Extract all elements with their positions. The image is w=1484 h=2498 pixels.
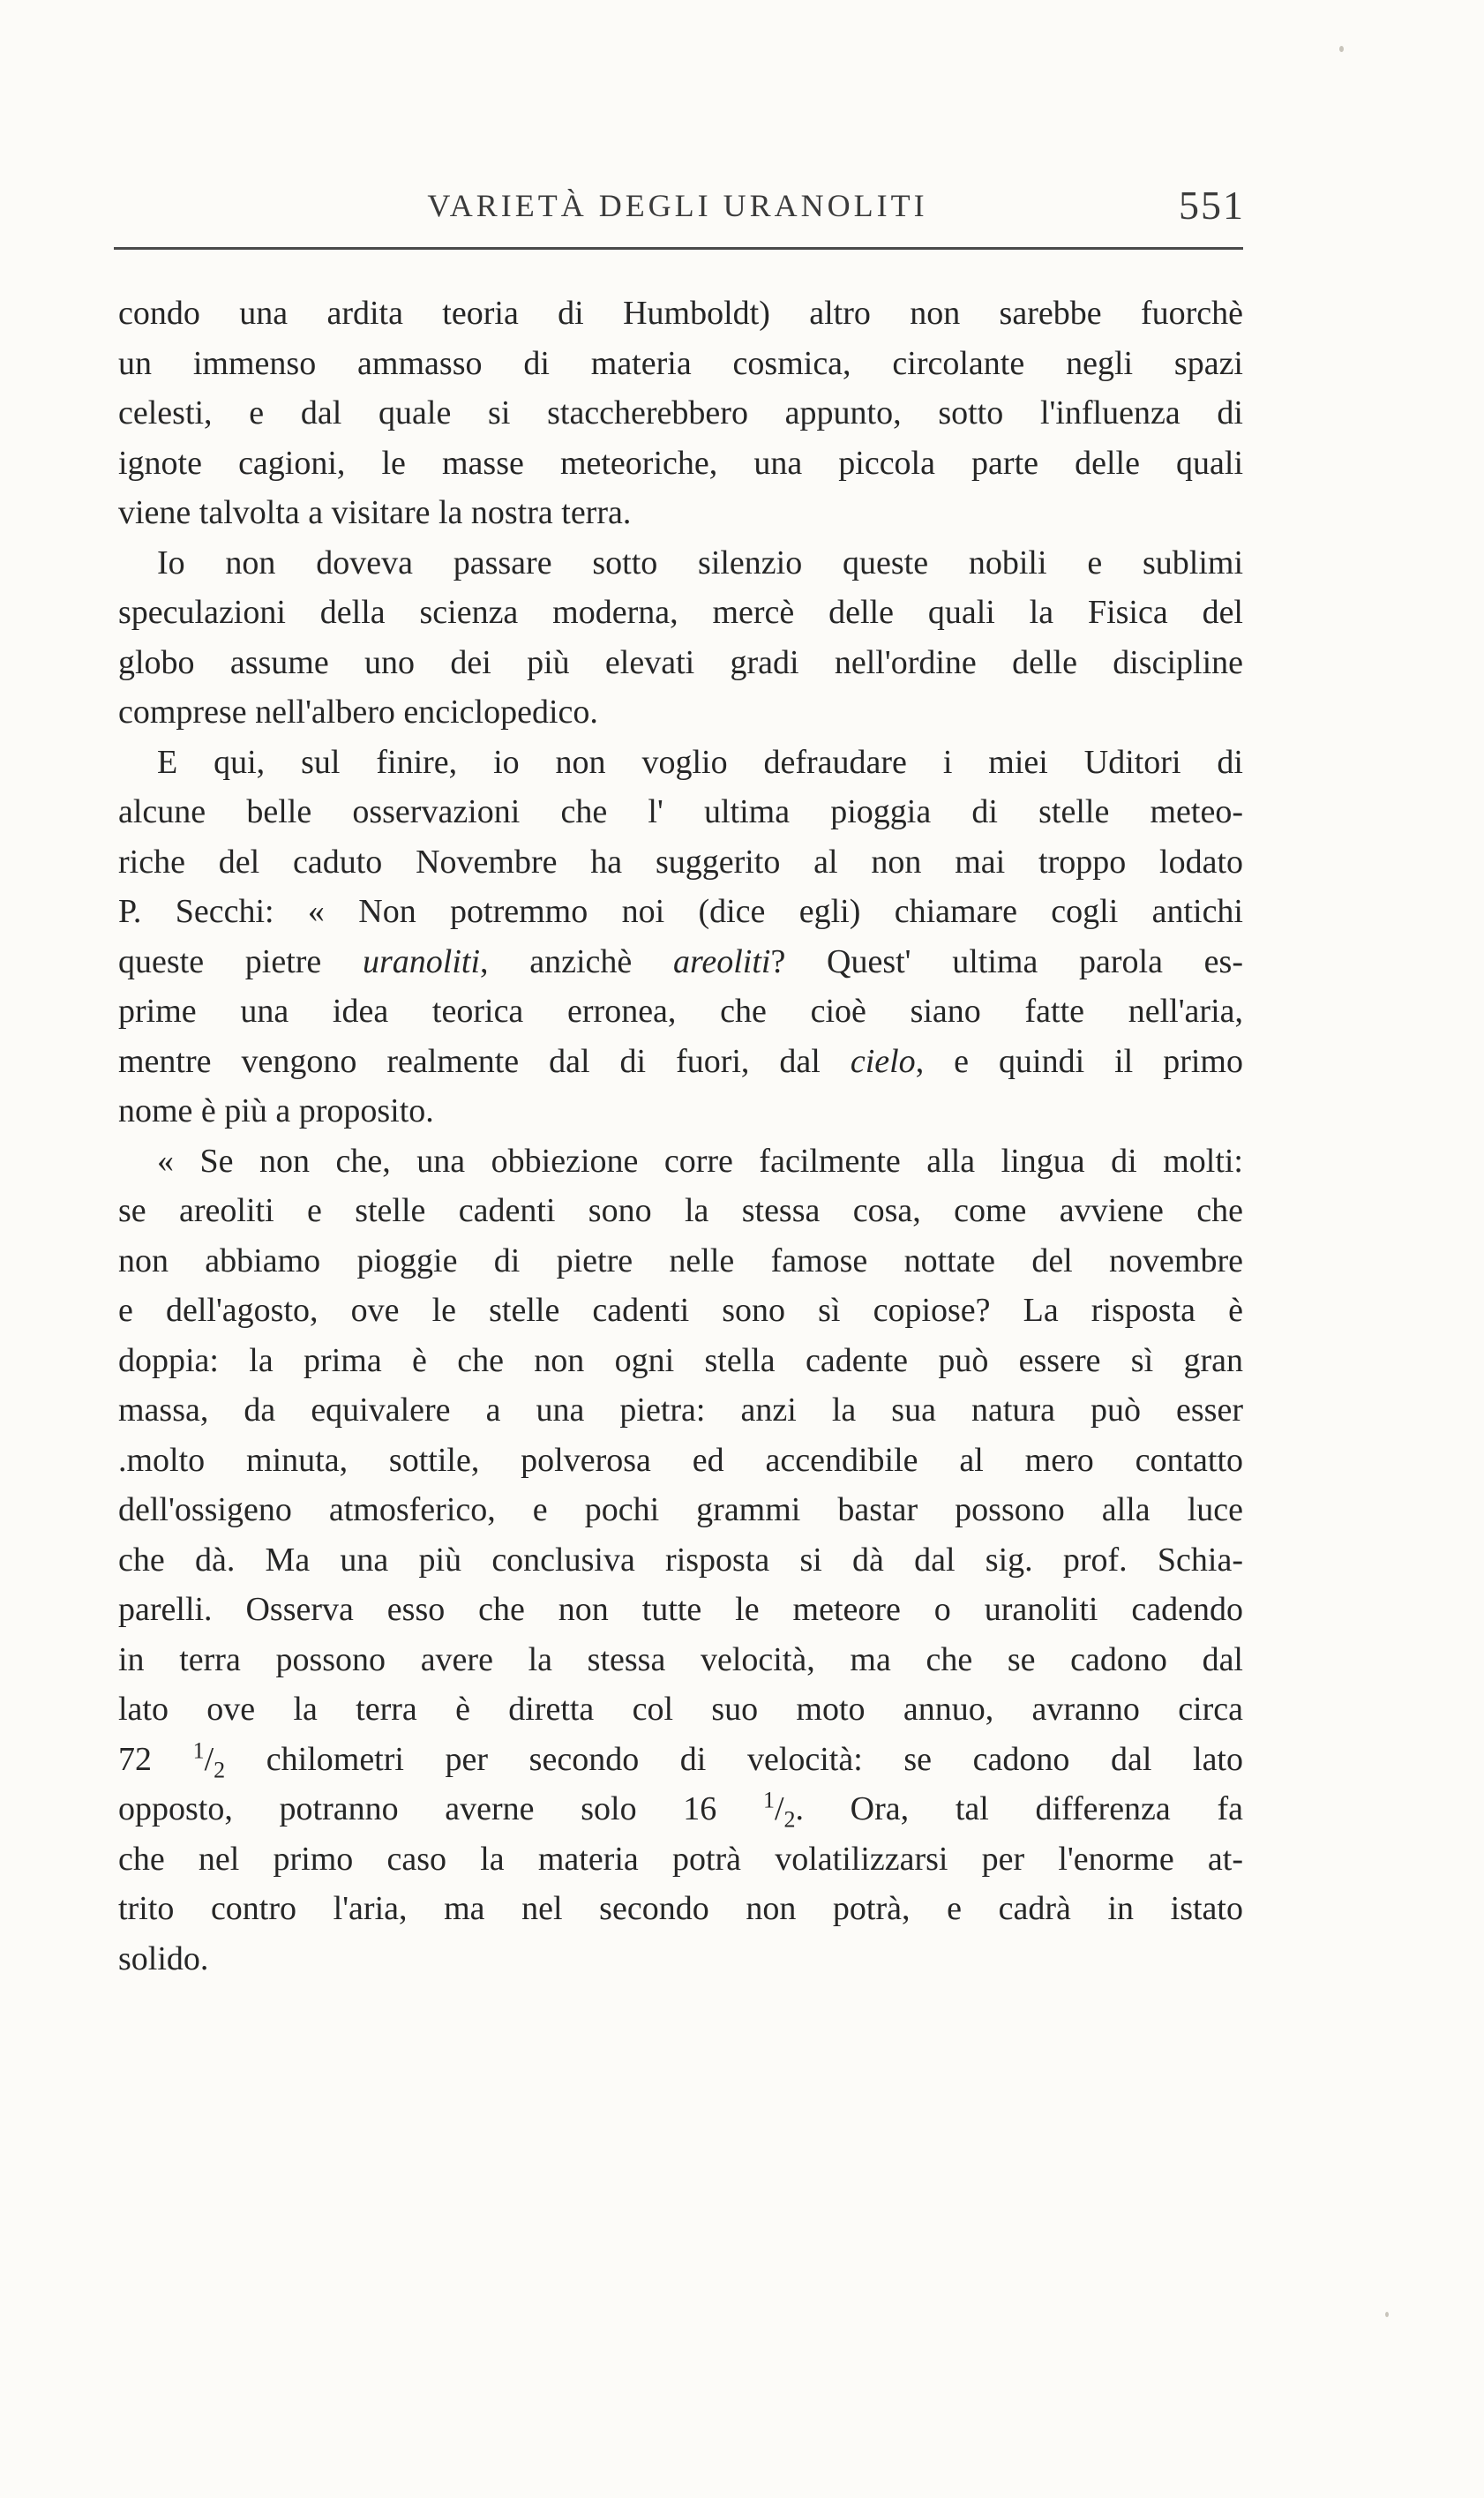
text-line: solido. <box>118 1939 209 1977</box>
text-line: un immenso ammasso di materia cosmica, circolante negli spazi <box>118 344 1243 382</box>
text-line: trito contro l'aria, ma nel secondo non potrà, e cadrà in istato <box>118 1890 1243 1927</box>
paper-speck <box>1339 46 1344 52</box>
text-line-with-fraction: opposto, potranno averne solo 16 $^1/_2$. Ora, tal differenza fa <box>118 1787 1243 1833</box>
text-line: prime una idea teorica erronea, che cioè siano fatte nell'aria, <box>118 993 1243 1030</box>
text-line: massa, da equivalere a una pietra: anzi la sua natura può esser <box>118 1392 1243 1429</box>
line-text: ? Quest' ultima parola es- <box>770 942 1243 980</box>
text-line: speculazioni della scienza moderna, mercè delle quali la Fisica del <box>118 594 1243 631</box>
body-text <box>118 289 1243 1984</box>
text-line: ignote cagioni, le masse meteoriche, una piccola parte delle quali <box>118 444 1243 482</box>
paper-speck <box>1385 2312 1389 2317</box>
text-line: non abbiamo pioggie di pietre nelle famose nottate del novembre <box>118 1241 1243 1279</box>
text-line: nome è più a proposito. <box>118 1092 434 1129</box>
text-line-with-italics <box>118 937 1243 987</box>
text-line: lato ove la terra è diretta col suo moto annuo, avranno circa <box>118 1691 1243 1728</box>
line-text: chilometri per secondo di velocità: se cadono dal lato <box>225 1740 1243 1778</box>
text-line: P. Secchi: « Non potremmo noi (dice egli) chiamare cogli antichi <box>118 893 1243 930</box>
line-text: , anzichè <box>480 942 673 980</box>
paragraph-start-line: « Se non che, una obbiezione corre facilmente alla lingua di molti: <box>157 1142 1243 1180</box>
italic-term: cielo <box>850 1042 916 1080</box>
text-line: doppia: la prima è che non ogni stella cadente può essere sì gran <box>118 1341 1243 1379</box>
text-line-with-fraction: 72 $^1/_2$ chilometri per secondo di velocità: se cadono dal lato <box>118 1737 1243 1783</box>
text-line: che nel primo caso la materia potrà volatilizzarsi per l'enorme at- <box>118 1840 1243 1878</box>
line-text: opposto, potranno averne solo 16 <box>118 1790 763 1827</box>
line-text: mentre vengono realmente dal di fuori, dal <box>118 1042 851 1080</box>
text-line: globo assume uno dei più elevati gradi nell'ordine delle discipline <box>118 643 1243 681</box>
italic-term: uranoliti <box>363 942 481 980</box>
text-line: che dà. Ma una più conclusiva risposta si dà dal sig. prof. Schia- <box>118 1541 1243 1579</box>
text-line: parelli. Osserva esso che non tutte le meteore o uranoliti cadendo <box>118 1591 1243 1628</box>
text-line-with-italics <box>118 1037 1243 1087</box>
line-text: . Ora, tal differenza fa <box>795 1790 1243 1827</box>
text-line: alcune belle osservazioni che l' ultima pioggia di stelle meteo- <box>118 793 1243 830</box>
paragraph-start-line: E qui, sul finire, io non voglio defraudare i miei Uditori di <box>157 743 1243 781</box>
fraction-denominator: 2 <box>214 1757 226 1783</box>
paragraph-start-line: Io non doveva passare sotto silenzio queste nobili e sublimi <box>157 544 1243 581</box>
text-line: viene talvolta a visitare la nostra terra. <box>118 494 632 531</box>
running-title: VARIETÀ DEGLI URANOLITI <box>427 188 928 223</box>
line-text: 72 <box>118 1740 193 1778</box>
text-line: e dell'agosto, ove le stelle cadenti sono sì copiose? La risposta è <box>118 1292 1243 1329</box>
fraction-numerator: 1 <box>762 1787 775 1813</box>
header-rule <box>114 247 1243 250</box>
text-line: dell'ossigeno atmosferico, e pochi grammi bastar possono alla luce <box>118 1491 1243 1528</box>
text-line: condo una ardita teoria di Humboldt) altro non sarebbe fuorchè <box>118 295 1243 332</box>
fraction-denominator: 2 <box>783 1806 796 1833</box>
text-line: celesti, e dal quale si staccherebbero appunto, sotto l'influenza di <box>118 394 1243 431</box>
text-line: .molto minuta, sottile, polverosa ed accendibile al mero contatto <box>118 1441 1243 1479</box>
text-line: in terra possono avere la stessa velocità, ma che se cadono dal <box>118 1640 1243 1678</box>
fraction-numerator: 1 <box>192 1737 205 1763</box>
line-text: , e quindi il primo <box>915 1042 1243 1080</box>
text-line: riche del caduto Novembre ha suggerito al non mai troppo lodato <box>118 843 1243 881</box>
running-head <box>110 183 1245 240</box>
text-line: se areoliti e stelle cadenti sono la stessa cosa, come avviene che <box>118 1192 1243 1229</box>
page-number: 551 <box>1179 183 1245 228</box>
line-text: queste pietre <box>118 942 363 980</box>
italic-term: areoliti <box>672 942 771 980</box>
text-line: comprese nell'albero enciclopedico. <box>118 694 598 731</box>
